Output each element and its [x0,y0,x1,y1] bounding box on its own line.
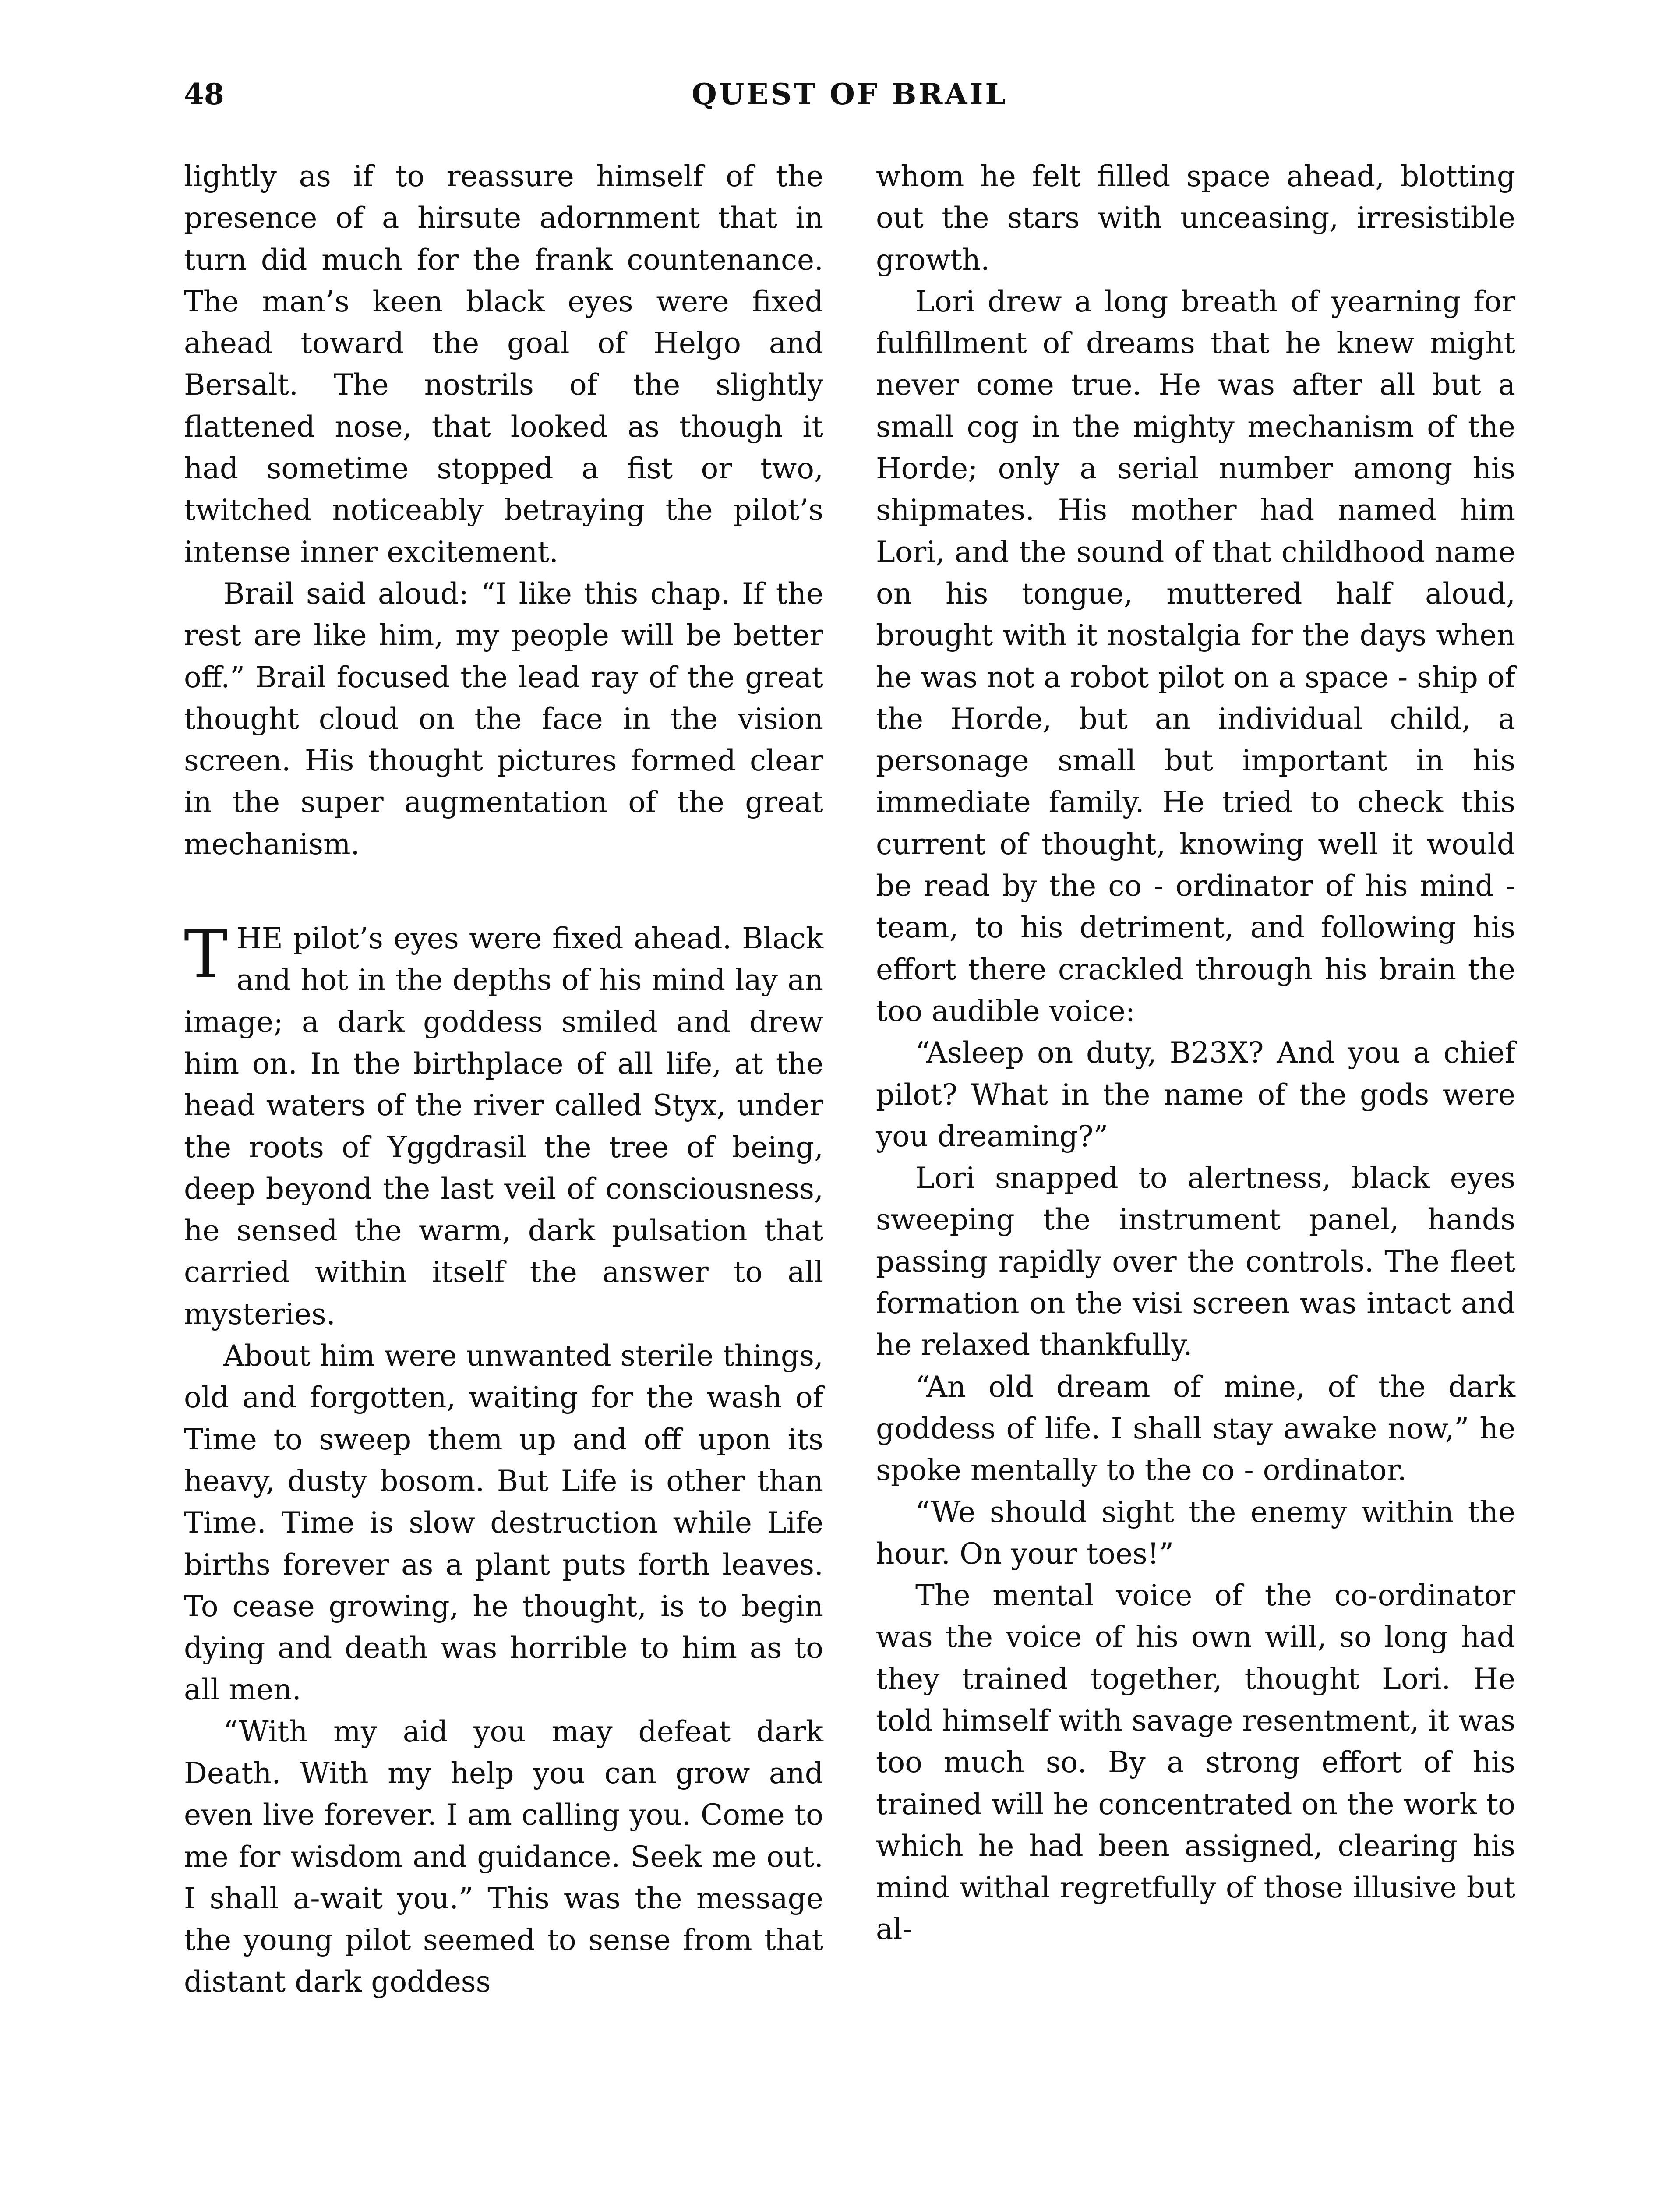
paragraph: “We should sight the enemy within the hour. On your toes!” [876,1495,1515,1571]
paragraph: Lori snapped to alertness, black eyes sweeping the instrument panel, hands passing rapidly over the controls. The fleet formation on the visi screen was intact and he relaxed thankfully. [876,1161,1515,1362]
paragraph: “With my aid you may defeat dark Death. With my help you can grow and even live forever. I am calling you. Come to me for wisdom and guidance. Seek me out. I shall a-wait you.” This was the message the young pilot seemed to sense from that distant dark goddess [184,1714,823,1999]
paragraph: Brail said aloud: “I like this chap. If the rest are like him, my people will be better off.” Brail focused the lead ray of the great thought cloud on the face in the vision screen. His thought pictures formed clear in the super augmentation of the great mechanism. [184,576,823,861]
paragraph-text: HE pilot’s eyes were fixed ahead. Black and hot in the depths of his mind lay an image; a dark goddess smiled and drew him on. In the birthplace of all life, at the head waters of the river called Styx, under the roots of Yggdrasil the tree of being, deep beyond the last veil of consciousness, he sensed the warm, dark pulsation that carried within itself the answer to all mysteries. [184,922,823,1331]
paragraph: lightly as if to reassure himself of the presence of a hirsute adornment that in turn did much for the frank countenance. The man’s keen black eyes were fixed ahead toward the goal of Helgo and Bersalt. The nostrils of the slightly flattened nose, that looked as though it had sometime stopped a fist or two, twitched noticeably betraying the pilot’s intense inner excitement. [184,159,823,569]
paragraph: whom he felt filled space ahead, blotting out the stars with unceasing, irresistible growth. [876,159,1515,277]
page-number: 48 [184,77,224,111]
paragraph: “Asleep on duty, B23X? And you a chief pilot? What in the name of the gods were you dreaming?” [876,1036,1515,1153]
running-title: QUEST OF BRAIL [692,77,1008,111]
paragraph: “An old dream of mine, of the dark goddess of life. I shall stay awake now,” he spoke mentally to the co - ordinator. [876,1370,1515,1487]
paragraph: Lori drew a long breath of yearning for fulfillment of dreams that he knew might never come true. He was after all but a small cog in the mighty mechanism of the Horde; only a serial number among his shipmates. His mother had named him Lori, and the sound of that childhood name on his tongue, muttered half aloud, brought with it nostalgia for the days when he was not a robot pilot on a space - ship of the Horde, but an individual child, a personage small but important in his immediate family. He tried to check this current of thought, knowing well it would be read by the co - ordinator of his mind - team, to his detriment, and following his effort there crackled through his brain the too audible voice: [876,284,1515,1028]
paragraph: About him were unwanted sterile things, old and forgotten, waiting for the wash of Time to sweep them up and off upon its heavy, dusty bosom. But Life is other than Time. Time is slow destruction while Life births forever as a plant puts forth leaves. To cease growing, he thought, is to begin dying and death was horrible to him as to all men. [184,1339,823,1707]
left-column [184,155,823,2003]
paragraph-with-drop-cap [184,918,823,1335]
page-header [184,74,1515,114]
drop-cap: T [184,917,228,993]
right-column [876,155,1515,1950]
paragraph: The mental voice of the co-ordinator was the voice of his own will, so long had they trained together, thought Lori. He told himself with savage resentment, it was too much so. By a strong effort of his trained will he concentrated on the work to which he had been assigned, clearing his mind withal regretfully of those illusive but al- [876,1579,1515,1946]
